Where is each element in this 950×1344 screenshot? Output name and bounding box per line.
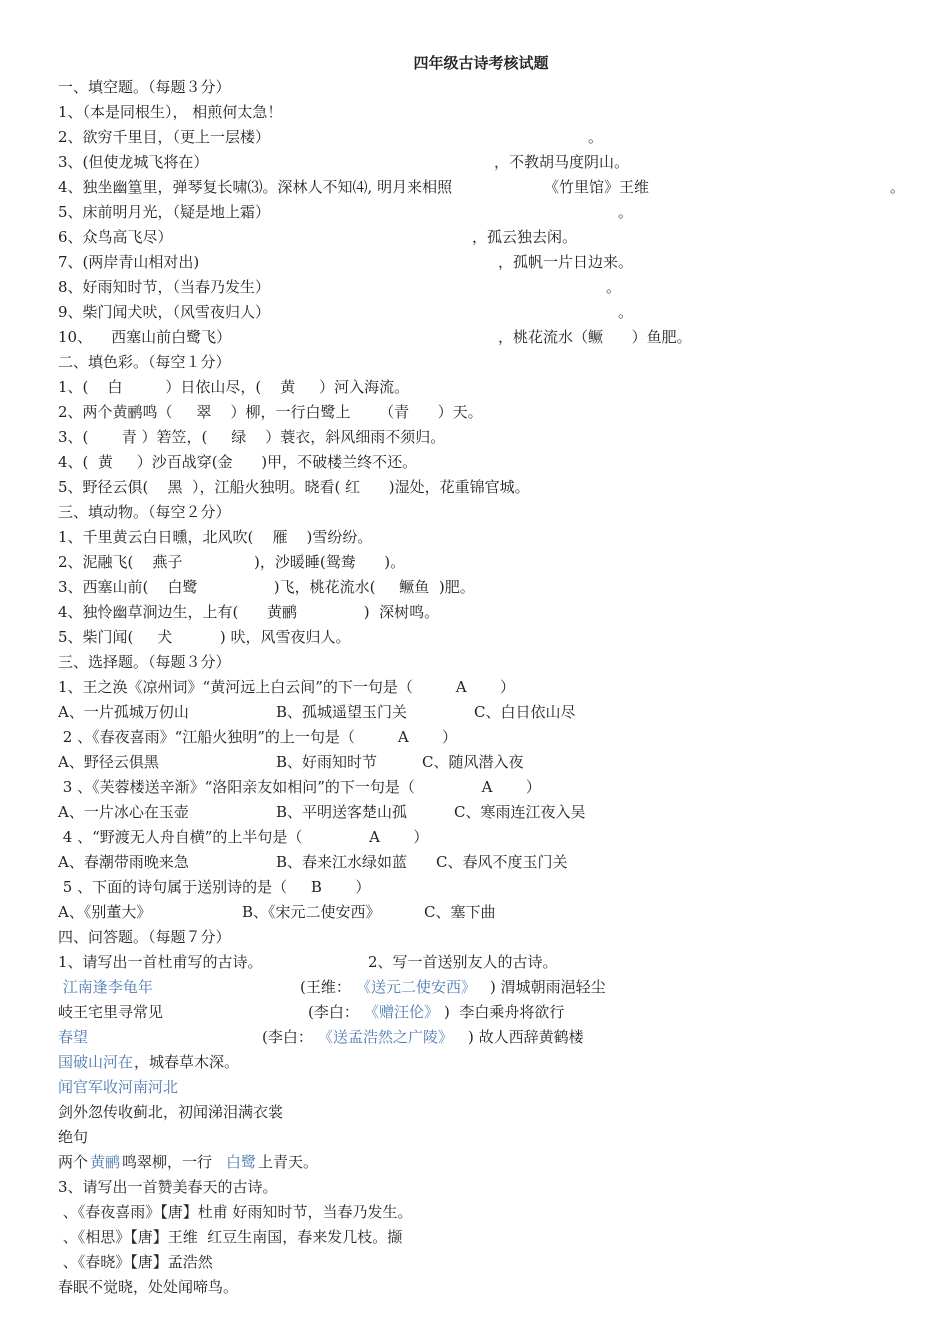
question-tail: 。 [588,128,604,146]
question-line: 1、( 白 ）日依山尽，( 黄 ）河入海流。 [58,378,410,396]
page-title: 四年级古诗考核试题 [413,54,549,72]
section-heading-qa: 四、问答题。（每题７分） [58,928,231,946]
answer-verse: ) 故人西辞黄鹤楼 [468,1028,584,1046]
answer-line [58,1151,319,1173]
question-line [58,151,630,173]
question-line [58,276,622,298]
answer-line: 、《春晓》【唐】孟浩然 [58,1253,213,1271]
answer-verse: ) 李白乘舟将欲行 [444,1003,565,1021]
question-line: 5、野径云俱( 黑 ），江船火独明。晓看( 红 )湿处，花重锦官城。 [58,478,530,496]
question-line: 4、( 黄 ）沙百战穿(金 )甲，不破楼兰终不还。 [58,453,418,471]
choice-options [58,801,586,823]
question-line [58,951,558,973]
option-a: A、《别董大》 [58,903,152,921]
option-a: A、一片孤城万仞山 [58,703,189,721]
option-b: B、孤城遥望玉门关 [276,703,408,721]
answer-verse: ) 渭城朝雨浥轻尘 [490,978,606,996]
question-text: 5、床前明月光，（疑是地上霜） [58,203,271,221]
answer-verse-highlight: 黄鹂 [90,1153,121,1171]
answer-poem-title: 《送孟浩然之广陵》 [318,1028,454,1046]
option-c: C、寒雨连江夜入吴 [454,803,586,821]
answer-verse: ，城春草木深。 [134,1053,240,1071]
answer-line [58,1051,240,1073]
answer-verse: 上青天。 [258,1153,319,1171]
answer-poem-title: 绝句 [58,1128,89,1146]
option-a: A、春潮带雨晚来急 [58,853,189,871]
answer-verse-highlight: 国破山河在 [58,1053,134,1071]
answer-author: (李白： [308,1003,359,1021]
choice-options [58,851,568,873]
question-text: 8、好雨知时节，（当春乃发生） [58,278,271,296]
answer-verse: 剑外忽传收蓟北，初闻涕泪满衣裳 [58,1103,284,1121]
question-text: 2、欲穷千里目，（更上一层楼） [58,128,271,146]
question-tail: ，孤帆一片日边来。 [498,253,634,271]
question-tail: 。 [606,278,622,296]
question-tail: ，不教胡马度阴山。 [494,153,630,171]
question-line: 3 、《芙蓉楼送辛渐》“洛阳亲友如相问”的下一句是（ A ） [58,778,541,796]
question-line [58,126,604,148]
answer-poem-title: 闻官军收河南河北 [58,1078,179,1096]
answer-verse-highlight: 白鹭 [226,1153,257,1171]
question-line [58,201,634,223]
question-tail: 。 [890,178,906,196]
option-b: B、好雨知时节 [276,753,378,771]
option-c: C、春风不度玉门关 [436,853,568,871]
answer-line [58,1001,565,1023]
answer-author: (王维： [300,978,351,996]
question-text: 4、独坐幽篁里，弹琴复长啸⑶。深林人不知⑷, 明月来相照 [58,178,453,196]
question-line: 1、王之涣《凉州词》“黄河远上白云间”的下一句是（ A ） [58,678,516,696]
question-line [58,326,692,348]
question-text: 6、众鸟高飞尽） [58,228,173,246]
choice-options [58,901,496,923]
answer-verse: 岐王宅里寻常见 [58,1003,164,1021]
answer-author: (李白： [262,1028,313,1046]
answer-line: 、《相思》【唐】王维 红豆生南国，春来发几枝。撷 [58,1228,403,1246]
option-b: B、春来江水绿如蓝 [276,853,408,871]
question-line: 5 、下面的诗句属于送别诗的是（ B ） [58,878,371,896]
answer-line: 、《春夜喜雨》【唐】杜甫 好雨知时节，当春乃发生。 [58,1203,413,1221]
question-text: 2、写一首送别友人的古诗。 [368,953,558,971]
question-line: 1、（本是同根生）， 相煎何太急！ [58,103,283,121]
option-c: C、随风潜入夜 [422,753,524,771]
question-line [58,176,906,198]
question-line [58,251,634,273]
answer-poem-title: 《赠汪伦》 [364,1003,440,1021]
question-text: 9、柴门闻犬吠，（风雪夜归人） [58,303,271,321]
option-b: B、《宋元二使安西》 [242,903,381,921]
answer-poem-title: 《送元二使安西》 [356,978,477,996]
answer-line [58,1026,584,1048]
question-line: 2、泥融飞( 燕子 )，沙暖睡(鸳鸯 )。 [58,553,406,571]
question-text: 3、(但使龙城飞将在） [58,153,209,171]
option-c: C、白日依山尽 [474,703,576,721]
question-line: 5、柴门闻( 犬 ) 吠，风雪夜归人。 [58,628,351,646]
option-a: A、一片冰心在玉壶 [58,803,189,821]
question-line [58,301,634,323]
question-line: 4、独怜幽草涧边生，上有( 黄鹂 ) 深树鸣。 [58,603,440,621]
question-line: 2、两个黄鹂鸣（ 翠 ）柳，一行白鹭上 （青 ）天。 [58,403,483,421]
question-source: 《竹里馆》王维 [544,178,650,196]
question-text: 7、(两岸青山相对出) [58,253,200,271]
question-line: 1、千里黄云白日曛，北风吹( 雁 )雪纷纷。 [58,528,373,546]
choice-options [58,751,524,773]
answer-poem-title: 江南逢李龟年 [58,978,153,996]
question-text: 1、请写出一首杜甫写的古诗。 [58,953,263,971]
question-text: 10、 西塞山前白鹭飞） [58,328,232,346]
question-line: 3、西塞山前( 白鹭 )飞，桃花流水( 鳜鱼 )肥。 [58,578,475,596]
answer-poem-title: 春望 [58,1028,89,1046]
question-tail: ，孤云独去闲。 [472,228,578,246]
question-line [58,226,578,248]
option-a: A、野径云俱黑 [58,753,159,771]
question-tail: 。 [618,203,634,221]
question-line: 4 、“野渡无人舟自横”的上半句是（ A ） [58,828,429,846]
question-line: 3、请写出一首赞美春天的古诗。 [58,1178,278,1196]
question-tail: ，桃花流水（鳜 ）鱼肥。 [498,328,692,346]
option-c: C、塞下曲 [424,903,496,921]
answer-verse: 鸣翠柳，一行 [122,1153,213,1171]
choice-options [58,701,576,723]
question-line: 3、( 青 ）箬笠，( 绿 ）蓑衣，斜风细雨不须归。 [58,428,446,446]
question-line: 2 、《春夜喜雨》“江船火独明”的上一句是（ A ） [58,728,458,746]
answer-line [58,976,606,998]
option-b: B、平明送客楚山孤 [276,803,408,821]
section-heading-choice: 三、选择题。（每题３分） [58,653,231,671]
question-tail: 。 [618,303,634,321]
answer-line: 春眠不觉晓，处处闻啼鸟。 [58,1278,239,1296]
section-heading-fill-blank: 一、填空题。（每题３分） [58,78,231,96]
section-heading-animals: 三、填动物。（每空２分） [58,503,231,521]
answer-verse: 两个 [58,1153,89,1171]
section-heading-colors: 二、填色彩。（每空１分） [58,353,231,371]
